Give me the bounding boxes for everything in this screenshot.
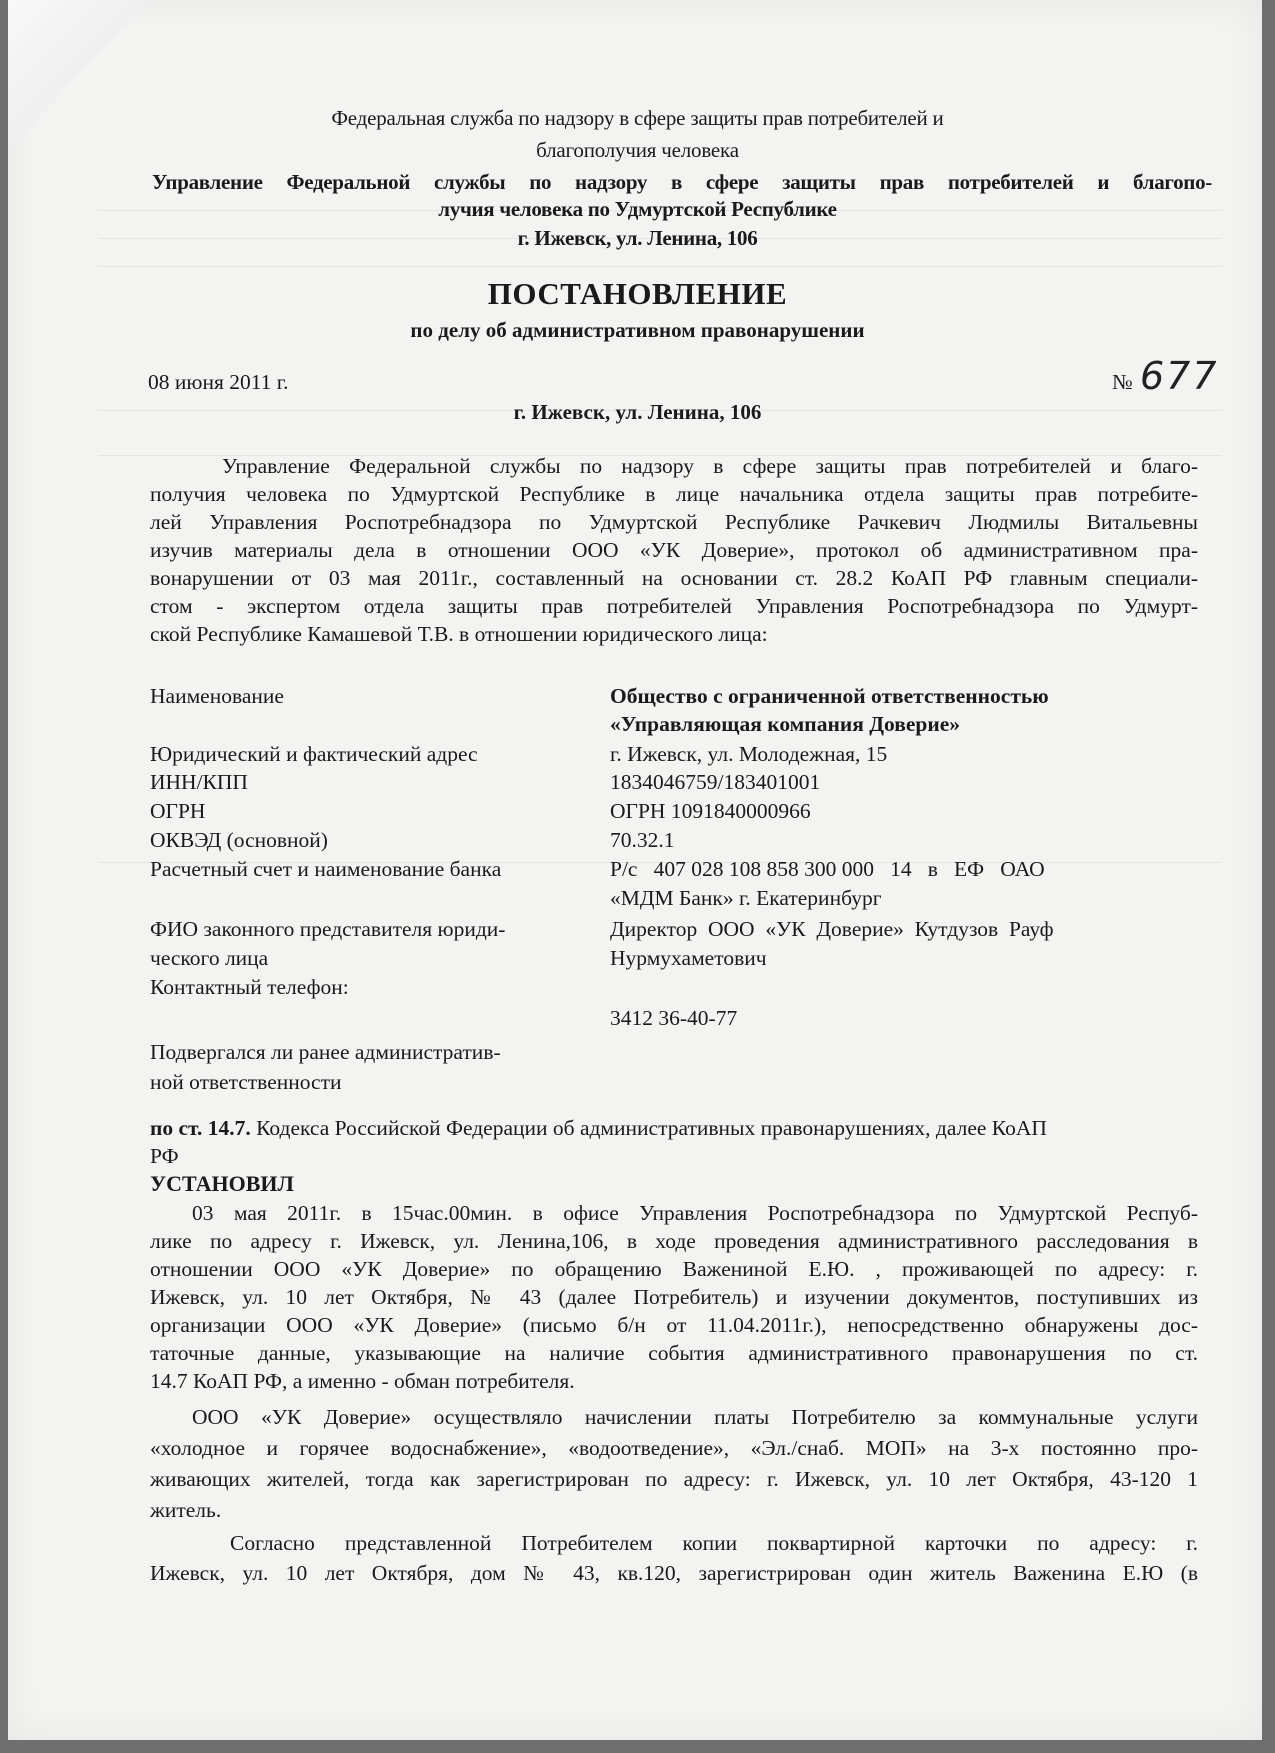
entity-okved-label: ОКВЭД (основной)	[150, 828, 328, 852]
intro-line: ской Республике Камашевой Т.В. в отношении юридического лица:	[150, 622, 768, 646]
entity-okved-value: 70.32.1	[610, 828, 675, 852]
entity-phone-label: Контактный телефон:	[150, 975, 349, 999]
intro-line: лей Управления Роспотребнадзора по Удмуртской Республике Рачкевич Людмилы Витальевны	[150, 510, 1198, 534]
entity-prior-label-line1: Подвергался ли ранее административ-	[150, 1040, 501, 1064]
entity-name-label: Наименование	[150, 684, 284, 708]
article-reference	[150, 1114, 1047, 1142]
established-line: «холодное и горячее водоснабжение», «водоотведение», «Эл./снаб. МОП» на 3-х постоянно про-	[150, 1436, 1198, 1460]
established-line: живающих жителей, тогда как зарегистрирован по адресу: г. Ижевск, ул. 10 лет Октября, 43-120 1	[150, 1467, 1198, 1491]
intro-line: стом - экспертом отдела защиты прав потребителей Управления Роспотребнадзора по Удмурт-	[150, 594, 1198, 618]
established-line: Согласно представленной Потребителем копии поквартирной карточки по адресу: г.	[230, 1531, 1198, 1555]
established-paragraph-3	[150, 1528, 1198, 1588]
entity-phone-value: 3412 36-40-77	[610, 1006, 738, 1030]
article-text: Кодекса Российской Федерации об административных правонарушениях, далее КоАП	[250, 1116, 1047, 1140]
entity-address-value: г. Ижевск, ул. Молодежная, 15	[610, 742, 888, 766]
established-line: Ижевск, ул. 10 лет Октября, дом № 43, кв.120, зарегистрирован один житель Важенина Е.Ю (в	[150, 1561, 1198, 1585]
entity-rep-label-line1: ФИО законного представителя юриди-	[150, 917, 506, 941]
department-name-line1: Управление Федеральной службы по надзору в сфере защиты прав потребителей и благопо-	[152, 170, 1212, 194]
established-line: лике по адресу г. Ижевск, ул. Ленина,106, в ходе проведения административного расследования в	[150, 1229, 1198, 1253]
entity-rep-value-line1: Директор ООО «УК Доверие» Кутдузов Рауф	[610, 917, 1054, 941]
intro-paragraph	[150, 452, 1198, 648]
entity-rep-label-line2: ческого лица	[150, 946, 269, 970]
entity-name-value-line2: «Управляющая компания Доверие»	[610, 712, 961, 736]
entity-ogrn-value: ОГРН 1091840000966	[610, 799, 811, 823]
entity-ogrn-label: ОГРН	[150, 799, 206, 823]
established-line: Ижевск, ул. 10 лет Октября, № 43 (далее Потребитель) и изучении документов, поступивших из	[150, 1285, 1198, 1309]
entity-inn-label: ИНН/КПП	[150, 770, 248, 794]
established-paragraph-2	[150, 1402, 1198, 1526]
department-name-line2: лучия человека по Удмуртской Республике	[438, 197, 837, 221]
bleed-through-line	[98, 266, 1222, 267]
established-line: 03 мая 2011г. в 15час.00мин. в офисе Управления Роспотребнадзора по Удмуртской Респуб-	[192, 1201, 1198, 1225]
intro-line: получия человека по Удмуртской Республике в лице начальника отдела защиты прав потребите-	[150, 482, 1198, 506]
established-line: отношении ООО «УК Доверие» по обращению Важениной Е.Ю. , проживающей по адресу: г.	[150, 1257, 1198, 1281]
established-line: организации ООО «УК Доверие» (письмо б/н от 11.04.2011г.), непосредственно обнаружены дос-	[150, 1313, 1198, 1337]
established-heading: УСТАНОВИЛ	[150, 1171, 294, 1196]
document-title: ПОСТАНОВЛЕНИЕ	[487, 276, 788, 311]
document-date: 08 июня 2011 г.	[148, 370, 289, 394]
entity-address-label: Юридический и фактический адрес	[150, 742, 478, 766]
entity-rep-value-line2: Нурмухаметович	[610, 946, 767, 970]
agency-name-line2: благополучия человека	[536, 138, 739, 162]
document-place: г. Ижевск, ул. Ленина, 106	[513, 400, 762, 424]
article-reference-line2: РФ	[150, 1144, 179, 1168]
entity-prior-label-line2: ной ответственности	[150, 1070, 342, 1094]
entity-bank-value-line1: Р/с 407 028 108 858 300 000 14 в ЕФ ОАО	[610, 857, 1045, 881]
intro-line: Управление Федеральной службы по надзору в сфере защиты прав потребителей и благо-	[222, 454, 1198, 478]
entity-inn-value: 1834046759/183401001	[610, 770, 821, 794]
entity-bank-label: Расчетный счет и наименование банка	[150, 857, 502, 881]
established-line: таточные данные, указывающие на наличие события административного правонарушения по ст.	[150, 1341, 1198, 1365]
agency-name-line1: Федеральная служба по надзору в сфере защиты прав потребителей и	[331, 106, 944, 130]
established-paragraph-1	[150, 1199, 1198, 1395]
established-line: житель.	[150, 1498, 222, 1522]
document-subtitle: по делу об административном правонарушении	[410, 318, 865, 342]
document-number-label: №	[1112, 370, 1133, 394]
document-number-handwritten: 677	[1140, 354, 1219, 398]
established-line: ООО «УК Доверие» осуществляло начислении платы Потребителю за коммунальные услуги	[192, 1405, 1198, 1429]
department-address: г. Ижевск, ул. Ленина, 106	[517, 226, 758, 250]
entity-name-value-line1: Общество с ограниченной ответственностью	[610, 684, 1049, 708]
article-number: по ст. 14.7.	[150, 1116, 251, 1140]
intro-line: изучив материалы дела в отношении ООО «УК Доверие», протокол об административном пра-	[150, 538, 1198, 562]
established-line: 14.7 КоАП РФ, а именно - обман потребителя.	[150, 1369, 575, 1393]
entity-bank-value-line2: «МДМ Банк» г. Екатеринбург	[610, 886, 882, 910]
intro-line: вонарушении от 03 мая 2011г., составленный на основании ст. 28.2 КоАП РФ главным специали-	[150, 566, 1198, 590]
